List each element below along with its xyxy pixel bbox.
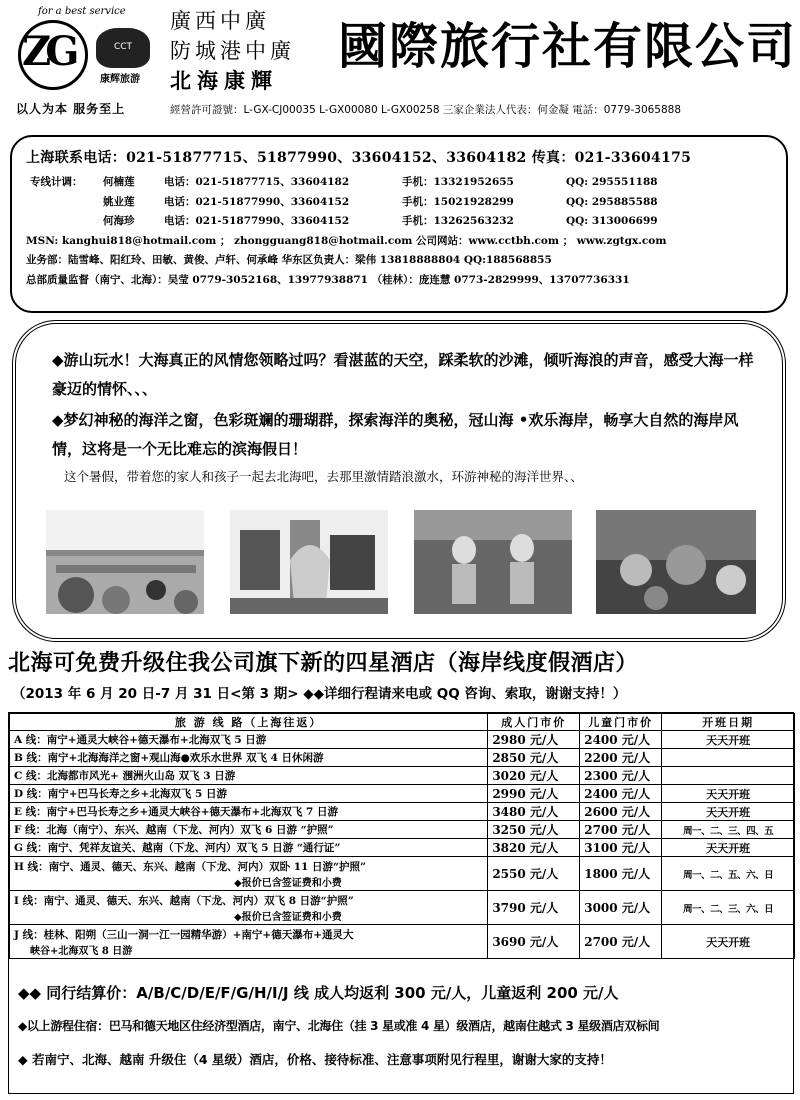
company-main-title: 國際旅行社有限公司 xyxy=(338,17,798,75)
table-row xyxy=(10,731,795,749)
route-note: ◆报价已含签证费和小费 xyxy=(234,877,342,889)
table-row xyxy=(10,821,795,839)
adult-price-cell: 3820 元/人 xyxy=(488,839,580,857)
adult-price-cell: 3480 元/人 xyxy=(488,803,580,821)
child-price-cell: 1800 元/人 xyxy=(580,857,662,891)
child-price-cell: 2600 元/人 xyxy=(580,803,662,821)
rep-tel: 电话：021-51877990、33604152 xyxy=(164,215,350,227)
child-price-cell: 2400 元/人 xyxy=(580,785,662,803)
schedule-cell: 天天开班 xyxy=(662,785,795,803)
header xyxy=(0,0,800,125)
waterpark-photo xyxy=(230,510,388,614)
adult-price-cell: 3690 元/人 xyxy=(488,925,580,959)
table-row xyxy=(10,857,795,891)
sales-text: 业务部：陆雪峰、阳红玲、田敏、黄俊、卢轩、何承峰 华东区负责人：梁伟 13818888804 QQ:188568855 xyxy=(26,254,552,266)
quality-line xyxy=(26,271,772,291)
table-row xyxy=(10,803,795,821)
child-price-cell: 3000 元/人 xyxy=(580,891,662,925)
company-names xyxy=(170,6,330,96)
schedule-cell xyxy=(662,749,795,767)
schedule-cell: 天天开班 xyxy=(662,839,795,857)
logo-tagline: for a best service xyxy=(38,6,126,17)
promo-box xyxy=(12,320,786,642)
rep-tel: 电话：021-51877715、33604182 xyxy=(164,176,350,188)
rep-row xyxy=(26,173,772,193)
msn-text: MSN: kanghui818@hotmail.com ； zhongguang818@hotmail.com 公司网站：www.cctbh.com ； www.zgtgx.com xyxy=(26,234,667,247)
child-price-cell: 2300 元/人 xyxy=(580,767,662,785)
logo-flower-icon xyxy=(96,28,150,68)
promo-paragraph-1: ◆游山玩水！大海真正的风情您领略过吗？看湛蓝的天空，踩柔软的沙滩，倾听海浪的声音，感受大海一样豪迈的情怀、、、 xyxy=(52,351,754,398)
adult-price-cell: 3790 元/人 xyxy=(488,891,580,925)
contact-box xyxy=(10,135,788,313)
child-price-cell: 2700 元/人 xyxy=(580,925,662,959)
schedule-cell: 天天开班 xyxy=(662,803,795,821)
rep-label: 专线计调： xyxy=(30,176,83,188)
msn-line xyxy=(26,232,772,252)
rep-name: 何海珍 xyxy=(103,215,135,227)
route-cell: C 线：北海都市风光+ 涠洲火山岛 双飞 3 日游 xyxy=(10,767,488,785)
logo-text: ZG xyxy=(22,28,74,75)
adult-price-cell: 2990 元/人 xyxy=(488,785,580,803)
table-row xyxy=(10,925,795,959)
rep-mobile: 手机：15021928299 xyxy=(402,195,514,208)
schedule-cell: 周一、二、五、六、日 xyxy=(662,857,795,891)
table-row xyxy=(10,749,795,767)
route-cell xyxy=(10,857,488,891)
page-subtitle: （2013 年 6 月 20 日-7 月 31 日<第 3 期> ◆◆详细行程请来电或 QQ 咨询、索取，谢谢支持！） xyxy=(12,686,627,702)
rep-qq: QQ: 295885588 xyxy=(566,195,658,208)
child-price-cell: 3100 元/人 xyxy=(580,839,662,857)
route-text: J 线：桂林、阳朔（三山一洞一江一园精华游）+南宁+德天瀑布+通灵大 xyxy=(14,928,354,941)
header-adult-price: 成人门市价 xyxy=(488,714,580,731)
adult-price-cell: 2850 元/人 xyxy=(488,749,580,767)
table-row xyxy=(10,891,795,925)
child-price-cell: 2700 元/人 xyxy=(580,821,662,839)
route-cell: E 线：南宁+巴马长寿之乡+通灵大峡谷+德天瀑布+北海双飞 7 日游 xyxy=(10,803,488,821)
diving-photo xyxy=(414,510,572,614)
route-cell: F 线：北海（南宁）、东兴、越南（下龙、河内）双飞 6 日游 “护照” xyxy=(10,821,488,839)
table-row xyxy=(10,767,795,785)
adult-price-cell: 3020 元/人 xyxy=(488,767,580,785)
table-header-row xyxy=(10,714,795,731)
company-line-3: 北海康輝 xyxy=(170,69,278,93)
schedule-cell: 周一、二、三、四、五 xyxy=(662,821,795,839)
schedule-cell: 周一、二、三、六、日 xyxy=(662,891,795,925)
header-child-price: 儿童门市价 xyxy=(580,714,662,731)
promo-paragraph-2: ◆梦幻神秘的海洋之窗，色彩斑斓的珊瑚群，探索海洋的奥秘，冠山海 •欢乐海岸，畅享大自然的海岸风情，这将是一个无比难忘的滨海假日！ xyxy=(52,411,739,458)
route-cell: B 线：南宁+北海海洋之窗+观山海●欢乐水世界 双飞 4 日休闲游 xyxy=(10,749,488,767)
rep-name: 何楠莲 xyxy=(103,176,135,188)
rep-qq: QQ: 313006699 xyxy=(566,215,658,227)
page-title: 北海可免费升级住我公司旗下新的四星酒店（海岸线度假酒店） xyxy=(8,650,639,676)
company-logo xyxy=(8,6,158,102)
child-price-cell: 2200 元/人 xyxy=(580,749,662,767)
settlement-price: ◆◆ 同行结算价：A/B/C/D/E/F/G/H/I/J 线 成人均返利 300 元/人，儿童返利 200 元/人 xyxy=(18,984,619,1002)
hotel-note: ◆以上游程住宿：巴马和德天地区住经济型酒店，南宁、北海住（挂 3 星或准 4 星）级酒店，越南住越式 3 星级酒店双标间 xyxy=(18,1019,660,1033)
schedule-cell xyxy=(662,767,795,785)
promo-paragraph-3: 这个暑假，带着您的家人和孩子一起去北海吧，去那里激情踏浪激水，环游神秘的海洋世界、、 xyxy=(64,469,583,484)
route-note: ◆报价已含签证费和小费 xyxy=(234,911,342,923)
logo-badge: CCT xyxy=(113,42,133,52)
slogan: 以人为本 服务至上 xyxy=(16,102,126,116)
route-cell: D 线：南宁+巴马长寿之乡+北海双飞 5 日游 xyxy=(10,785,488,803)
route-cell: A 线：南宁+通灵大峡谷+德天瀑布+北海双飞 5 日游 xyxy=(10,731,488,749)
rep-qq: QQ: 295551188 xyxy=(566,176,658,188)
route-cell xyxy=(10,891,488,925)
schedule-cell: 天天开班 xyxy=(662,731,795,749)
route-text: H 线：南宁、通灵、德天、东兴、越南（下龙、河内）双卧 11 日游“护照” xyxy=(14,860,367,873)
company-line-1: 廣西中廣 xyxy=(170,9,270,33)
rep-row xyxy=(26,193,772,213)
rep-tel: 电话：021-51877990、33604152 xyxy=(164,195,350,208)
header-schedule: 开班日期 xyxy=(662,714,795,731)
rep-mobile: 手机：13321952655 xyxy=(402,176,514,188)
sales-line xyxy=(26,251,772,271)
coral-photo xyxy=(596,510,756,614)
beach-photo xyxy=(46,510,204,614)
table-row xyxy=(10,839,795,857)
header-route: 旅 游 线 路（上海往返） xyxy=(10,714,488,731)
footer-notes xyxy=(8,968,794,1094)
license-line: 經營許可證號：L-GX-CJ00035 L-GX00080 L-GX00258 三家企業法人代表：何金凝 電話：0779-3065888 xyxy=(170,104,682,116)
table-row xyxy=(10,785,795,803)
adult-price-cell: 2550 元/人 xyxy=(488,857,580,891)
rep-mobile: 手机：13262563232 xyxy=(402,215,514,227)
adult-price-cell: 3250 元/人 xyxy=(488,821,580,839)
child-price-cell: 2400 元/人 xyxy=(580,731,662,749)
rep-row xyxy=(26,212,772,232)
route-cell: G 线：南宁、凭祥友谊关、越南（下龙、河内）双飞 5 日游 “通行证” xyxy=(10,839,488,857)
shanghai-phone-line: 上海联系电话：021-51877715、51877990、33604152、33604182 传真：021-33604175 xyxy=(26,150,692,166)
rep-name: 姚业莲 xyxy=(103,195,135,208)
route-note: 峡谷+北海双飞 8 日游 xyxy=(30,945,133,957)
brand-name: 康辉旅游 xyxy=(100,74,140,85)
route-text: I 线：南宁、通灵、德天、东兴、越南（下龙、河内）双飞 8 日游“护照” xyxy=(14,894,354,907)
adult-price-cell: 2980 元/人 xyxy=(488,731,580,749)
schedule-cell: 天天开班 xyxy=(662,925,795,959)
quality-text: 总部质量监督（南宁、北海）：吴莹 0779-3052168、13977938871 （桂林）：庞连慧 0773-2829999、13707736331 xyxy=(26,273,630,286)
company-line-2: 防城港中廣 xyxy=(170,39,295,63)
upgrade-note: ◆ 若南宁、北海、越南 升级住（4 星级）酒店，价格、接待标准、注意事项附见行程里，谢谢大家的支持！ xyxy=(18,1052,612,1067)
route-cell xyxy=(10,925,488,959)
